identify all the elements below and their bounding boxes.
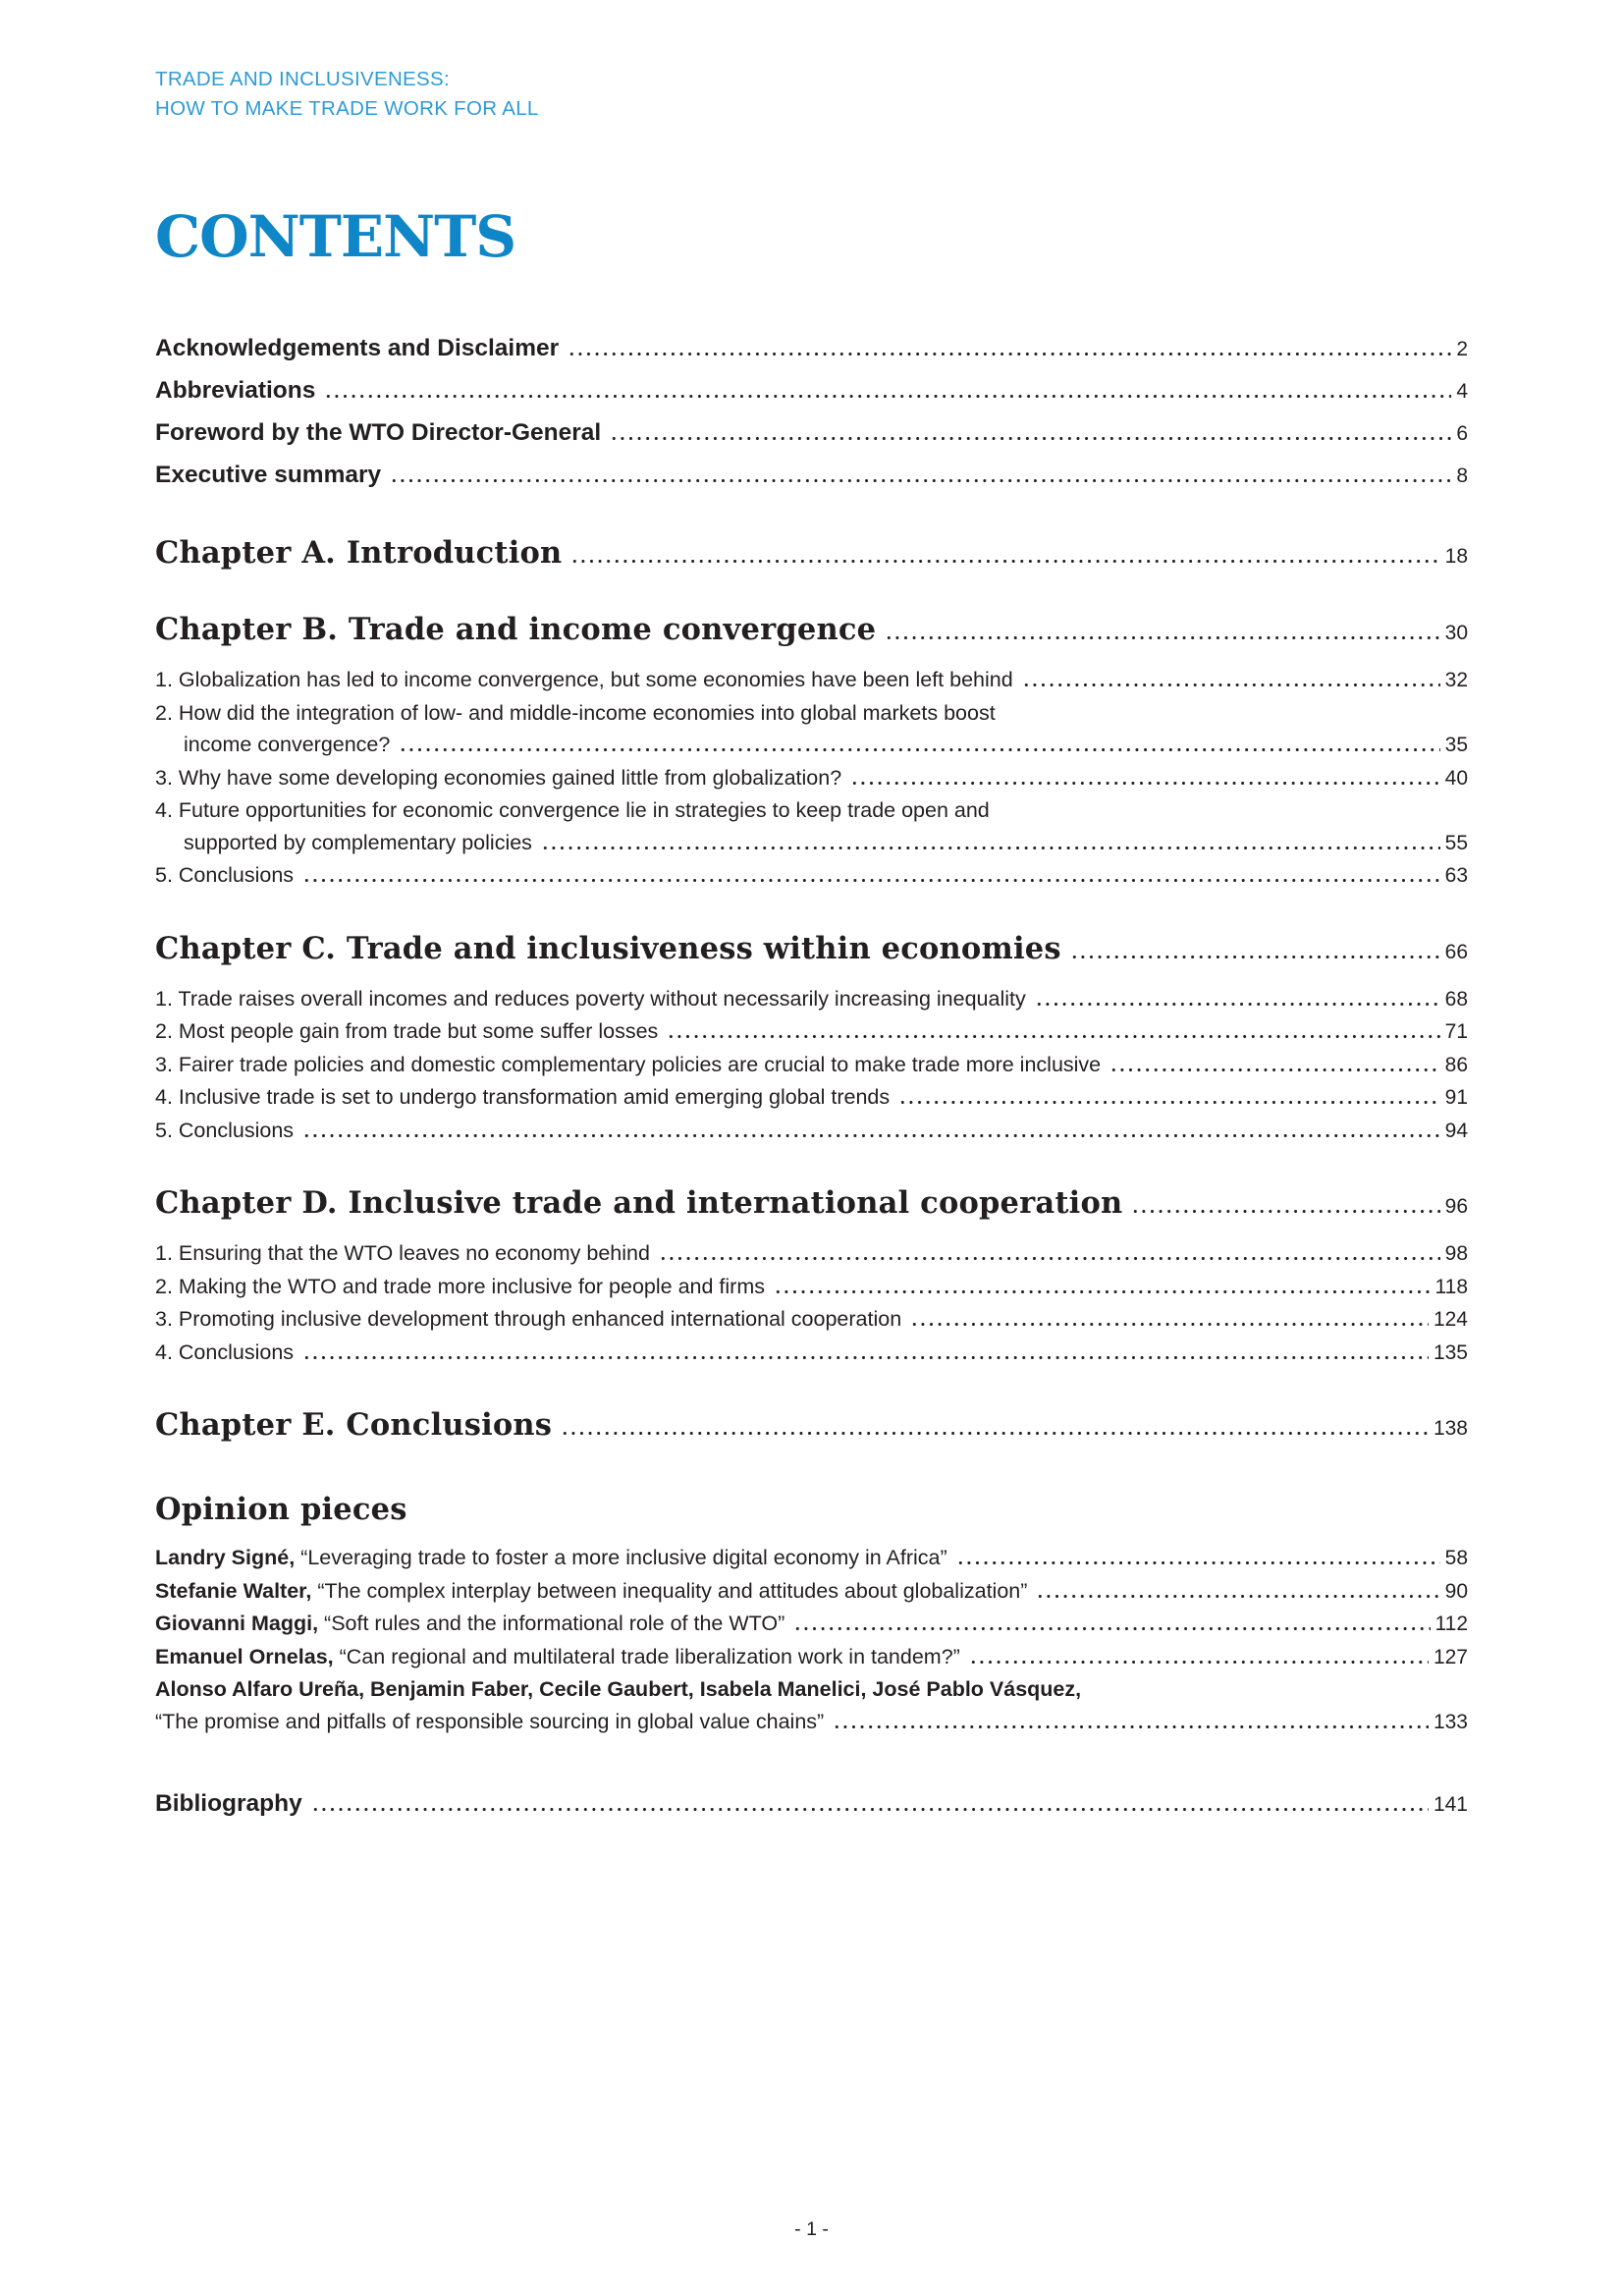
- page-number: 127: [1433, 1645, 1468, 1668]
- page-number: 138: [1433, 1417, 1468, 1440]
- report-header-line2: HOW TO MAKE TRADE WORK FOR ALL: [155, 97, 539, 120]
- toc-entry-continuation: [155, 827, 1468, 860]
- toc-entry: [155, 664, 1468, 697]
- dot-leader: [850, 781, 1439, 785]
- chapter-section: [155, 1404, 1468, 1446]
- dot-leader: [1070, 955, 1440, 958]
- toc-entry-label: 5. Conclusions: [155, 1118, 295, 1142]
- dot-leader: [885, 635, 1439, 639]
- opinion-entry-authors: Emanuel Ornelas,: [155, 1644, 334, 1668]
- chapter-title: Chapter B. Trade and income convergence: [155, 612, 877, 647]
- toc-entry-label: Abbreviations: [155, 377, 316, 404]
- dot-leader: [561, 1431, 1429, 1435]
- toc-entry-wrapped-line: 2. How did the integration of low- and middle-income economies into global markets boost: [155, 700, 996, 725]
- chapter-section: [155, 532, 1468, 574]
- front-matter-list: [155, 328, 1468, 497]
- opinion-heading: [155, 1489, 1468, 1530]
- page-number: 118: [1434, 1275, 1468, 1298]
- page-number: 98: [1444, 1242, 1468, 1265]
- dot-leader: [793, 1626, 1430, 1630]
- dot-leader: [302, 1355, 1429, 1359]
- dot-leader: [1131, 1209, 1439, 1213]
- toc-entry-continuation: [155, 729, 1468, 762]
- toc-entry-wrapped-line: 4. Future opportunities for economic convergence lie in strategies to keep trade open and: [155, 798, 990, 822]
- chapter-heading: [155, 609, 1468, 650]
- toc-entry-label: 5. Conclusions: [155, 863, 295, 887]
- page-number: 94: [1444, 1119, 1468, 1142]
- dot-leader: [390, 478, 1451, 482]
- opinion-entry: [155, 1575, 1468, 1609]
- chapter-heading: [155, 1182, 1468, 1224]
- toc-entry-label: income convergence?: [184, 733, 391, 756]
- dot-leader: [969, 1660, 1429, 1664]
- opinion-entry-title: “The complex interplay between inequality and attitudes about globalization”: [317, 1578, 1028, 1603]
- page-number: 58: [1444, 1547, 1468, 1569]
- toc-entry-label: supported by complementary policies: [184, 830, 532, 854]
- opinion-heading-label: Opinion pieces: [155, 1492, 407, 1527]
- dot-leader: [324, 394, 1451, 398]
- dot-leader: [1109, 1067, 1440, 1071]
- toc-entry: [155, 1237, 1468, 1271]
- table-of-contents: [155, 328, 1468, 1826]
- toc-entry: [155, 1015, 1468, 1049]
- toc-entry: [155, 1303, 1468, 1337]
- opinion-entry-authors: Alonso Alfaro Ureña, Benjamin Faber, Cecile Gaubert, Isabela Manelici, José Pablo Vásquez,: [155, 1677, 1082, 1701]
- chapter-title: Chapter E. Conclusions: [155, 1407, 553, 1443]
- opinion-entry: [155, 1641, 1468, 1674]
- page-number: 40: [1444, 766, 1468, 790]
- toc-entry-label: 1. Ensuring that the WTO leaves no economy behind: [155, 1241, 650, 1265]
- page-number: 68: [1444, 987, 1468, 1011]
- toc-entry: [155, 762, 1468, 795]
- toc-entry-label: 4. Conclusions: [155, 1339, 295, 1364]
- toc-entry-label: 1. Globalization has led to income convergence, but some economies have been left behind: [155, 668, 1013, 691]
- opinion-section: [155, 1489, 1468, 1738]
- toc-entry: [155, 455, 1468, 497]
- page-number-footer: - 1 -: [794, 2218, 829, 2240]
- toc-entry-label: 4. Inclusive trade is set to undergo transformation amid emerging global trends: [155, 1085, 891, 1109]
- dot-leader: [774, 1289, 1431, 1293]
- toc-entry: [155, 1115, 1468, 1148]
- toc-entry-label: Foreword by the WTO Director-General: [155, 419, 602, 446]
- chapter-title: Chapter A. Introduction: [155, 535, 563, 571]
- toc-entry-label: 3. Promoting inclusive development through enhanced international cooperation: [155, 1307, 902, 1331]
- toc-entry-label: Executive summary: [155, 462, 382, 488]
- toc-entry: [155, 1337, 1468, 1370]
- toc-entry: [155, 370, 1468, 412]
- chapter-heading: [155, 532, 1468, 574]
- dot-leader: [659, 1256, 1440, 1260]
- toc-entry: [155, 1271, 1468, 1304]
- chapter-heading: [155, 928, 1468, 969]
- report-header: [155, 0, 1468, 124]
- page-number: 112: [1434, 1613, 1468, 1635]
- opinion-entry-title: “Leveraging trade to foster a more inclusive digital economy in Africa”: [300, 1546, 947, 1569]
- dot-leader: [898, 1100, 1440, 1104]
- chapter-heading: [155, 1404, 1468, 1446]
- chapter-title: Chapter C. Trade and inclusiveness within economies: [155, 930, 1061, 966]
- dot-leader: [302, 878, 1440, 882]
- chapter-title: Chapter D. Inclusive trade and international cooperation: [155, 1185, 1123, 1221]
- page-number: 96: [1444, 1195, 1468, 1218]
- opinion-entry-authors: Giovanni Maggi,: [155, 1612, 319, 1635]
- toc-entry: [155, 328, 1468, 370]
- dot-leader: [399, 747, 1439, 751]
- dot-leader: [302, 1133, 1440, 1137]
- chapter-items: [155, 664, 1468, 893]
- page-number: 63: [1444, 864, 1468, 887]
- page-number: 30: [1444, 622, 1468, 644]
- page-number: 8: [1456, 465, 1468, 487]
- chapter-items: [155, 1237, 1468, 1369]
- chapter-section: [155, 609, 1468, 893]
- page-number: 90: [1444, 1579, 1468, 1603]
- toc-entry-label: Acknowledgements and Disclaimer: [155, 335, 560, 361]
- page-content: [155, 0, 1468, 1826]
- page-number: 124: [1433, 1308, 1468, 1331]
- page-number: 6: [1456, 422, 1468, 445]
- toc-entry-label: 1. Trade raises overall incomes and reduces poverty without necessarily increasing inequality: [155, 986, 1026, 1011]
- page-number: 135: [1433, 1340, 1468, 1364]
- toc-entry-label: 3. Why have some developing economies gained little from globalization?: [155, 765, 842, 790]
- opinion-entry-title: “The promise and pitfalls of responsible sourcing in global value chains”: [155, 1709, 825, 1733]
- bibliography-section: [155, 1783, 1468, 1826]
- toc-entry: [155, 1049, 1468, 1082]
- page-number: 141: [1433, 1793, 1468, 1816]
- page-title: CONTENTS: [155, 203, 516, 270]
- page-number: 71: [1444, 1020, 1468, 1043]
- chapter-items: [155, 983, 1468, 1148]
- dot-leader: [311, 1807, 1429, 1811]
- toc-entry: [155, 1783, 1468, 1826]
- report-header-line1: TRADE AND INCLUSIVENESS:: [155, 68, 450, 90]
- opinion-entry-authors: Landry Signé,: [155, 1546, 296, 1569]
- dot-leader: [568, 352, 1451, 355]
- toc-entry: [155, 412, 1468, 455]
- page-number: 2: [1456, 338, 1468, 360]
- page-number: 18: [1444, 545, 1468, 568]
- opinion-items: [155, 1542, 1468, 1738]
- opinion-entry: [155, 1608, 1468, 1641]
- opinion-entry-title: “Can regional and multilateral trade liberalization work in tandem?”: [339, 1644, 960, 1668]
- toc-entry: [155, 1081, 1468, 1115]
- dot-leader: [833, 1724, 1429, 1728]
- page-number: 4: [1456, 380, 1468, 403]
- page-number: 86: [1444, 1053, 1468, 1076]
- dot-leader: [610, 436, 1451, 440]
- page-number: 133: [1433, 1710, 1468, 1733]
- chapter-section: [155, 928, 1468, 1148]
- dot-leader: [1036, 1594, 1439, 1598]
- toc-entry-label: 2. Making the WTO and trade more inclusive for people and firms: [155, 1274, 766, 1298]
- dot-leader: [667, 1034, 1439, 1038]
- dot-leader: [956, 1560, 1440, 1564]
- page-number: 66: [1444, 940, 1468, 963]
- dot-leader: [1035, 1002, 1440, 1006]
- toc-entry-label: Bibliography: [155, 1790, 302, 1817]
- page-number: 91: [1444, 1086, 1468, 1109]
- dot-leader: [541, 846, 1440, 849]
- dot-leader: [570, 559, 1439, 563]
- opinion-entry-title: “Soft rules and the informational role of the WTO”: [324, 1612, 785, 1635]
- toc-entry-label: 2. Most people gain from trade but some suffer losses: [155, 1019, 659, 1043]
- page-number: 32: [1444, 669, 1468, 691]
- opinion-entry: [155, 1542, 1468, 1575]
- dot-leader: [910, 1322, 1429, 1326]
- toc-entry: [155, 983, 1468, 1016]
- chapter-section: [155, 1182, 1468, 1369]
- opinion-entry-title-line: [155, 1706, 1468, 1739]
- page-number: 35: [1444, 734, 1468, 756]
- page-number: 55: [1444, 831, 1468, 854]
- dot-leader: [1022, 683, 1440, 686]
- toc-entry: [155, 859, 1468, 893]
- opinion-entry-authors: Stefanie Walter,: [155, 1578, 312, 1603]
- toc-entry-label: 3. Fairer trade policies and domestic complementary policies are crucial to make trade more inclusive: [155, 1052, 1102, 1076]
